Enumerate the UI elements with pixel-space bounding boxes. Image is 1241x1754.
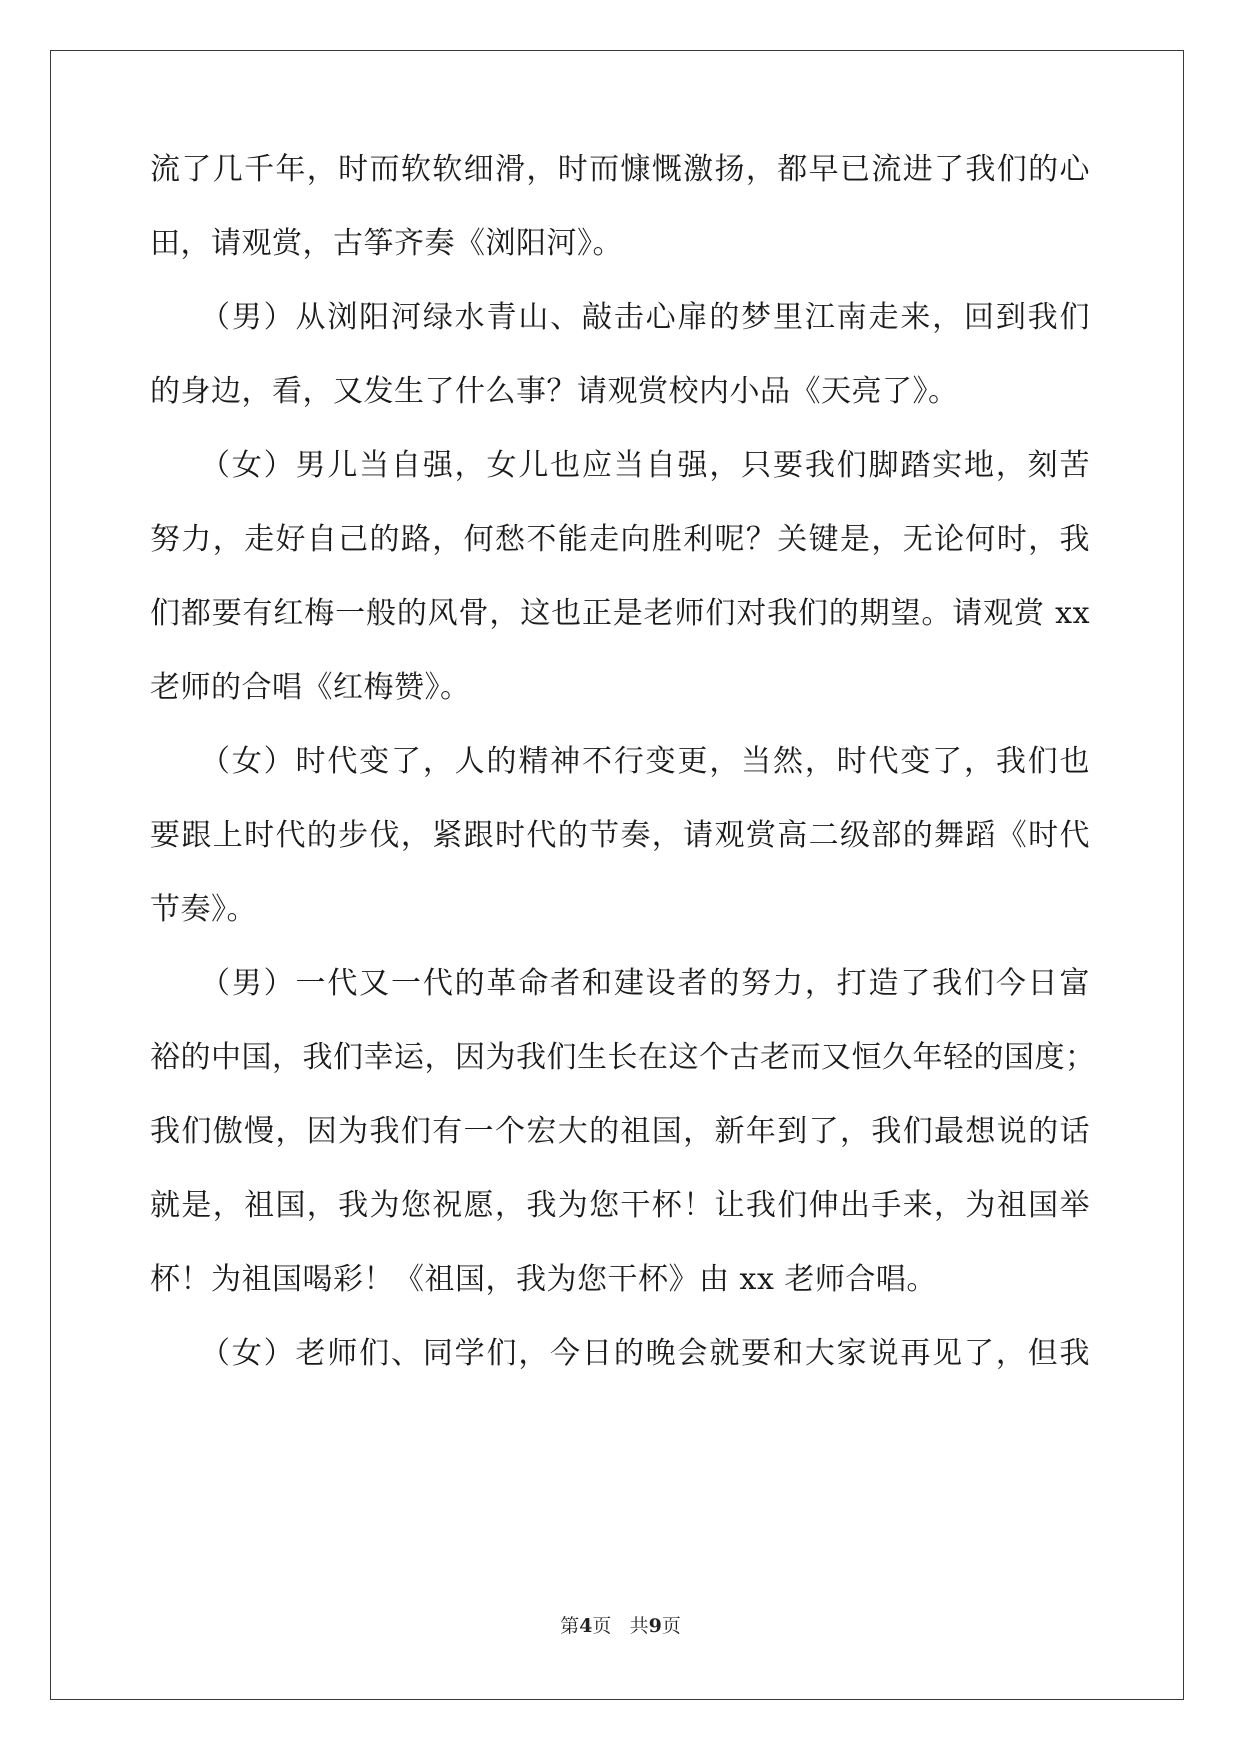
paragraph-start-line: （女）男儿当自强，女儿也应当自强，只要我们脚踏实地，刻苦	[200, 448, 1090, 483]
text-line: 的身边，看，又发生了什么事？请观赏校内小品《天亮了》。	[150, 374, 959, 409]
text-line: 要跟上时代的步伐，紧跟时代的节奏，请观赏高二级部的舞蹈《时代	[150, 818, 1090, 853]
footer-prefix: 第	[560, 1615, 580, 1637]
text-line: 杯！为祖国喝彩！《祖国，我为您干杯》由 xx 老师合唱。	[150, 1262, 937, 1297]
total-page-count: 9	[648, 1615, 662, 1637]
footer-page-word: 页	[592, 1615, 612, 1637]
text-line: 努力，走好自己的路，何愁不能走向胜利呢？关键是，无论何时，我	[150, 522, 1090, 557]
footer-total-suffix: 页	[661, 1615, 681, 1637]
paragraph-start-line: （女）老师们、同学们，今日的晚会就要和大家说再见了，但我	[200, 1336, 1090, 1371]
paragraph-start-line: （男）一代又一代的革命者和建设者的努力，打造了我们今日富	[200, 966, 1090, 1001]
page-footer	[0, 1614, 1241, 1638]
text-line: 老师的合唱《红梅赞》。	[150, 670, 471, 705]
text-line: 田，请观赏，古筝齐奏《浏阳河》。	[150, 226, 623, 261]
text-line: 就是，祖国，我为您祝愿，我为您干杯！让我们伸出手来，为祖国举	[150, 1188, 1090, 1223]
text-line: 流了几千年，时而软软细滑，时而慷慨激扬，都早已流进了我们的心	[150, 152, 1090, 187]
text-line: 我们傲慢，因为我们有一个宏大的祖国，新年到了，我们最想说的话	[150, 1114, 1090, 1149]
current-page-number: 4	[579, 1615, 593, 1637]
paragraph-start-line: （女）时代变了，人的精神不行变更，当然，时代变了，我们也	[200, 744, 1090, 779]
text-line: 裕的中国，我们幸运，因为我们生长在这个古老而又恒久年轻的国度；	[150, 1040, 1096, 1075]
text-line: 们都要有红梅一般的风骨，这也正是老师们对我们的期望。请观赏 xx	[150, 596, 1090, 631]
text-line: 节奏》。	[150, 892, 257, 927]
paragraph-start-line: （男）从浏阳河绿水青山、敲击心扉的梦里江南走来，回到我们	[200, 300, 1090, 335]
footer-total-prefix: 共	[629, 1615, 649, 1637]
